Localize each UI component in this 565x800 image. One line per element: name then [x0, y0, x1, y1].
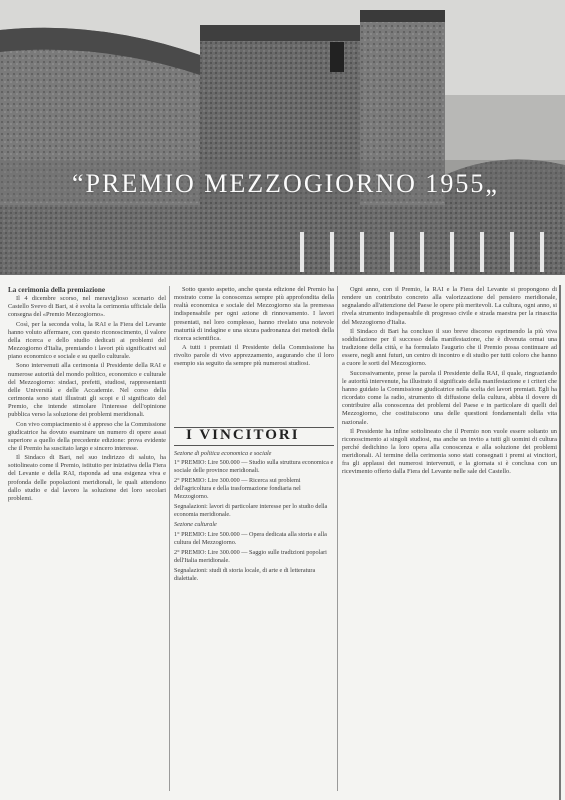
- page-edge: [559, 285, 561, 800]
- castle-photo: [0, 0, 565, 275]
- paragraph: Il Presidente ha infine sottolineato che il Premio non vuole essere soltanto un riconoscimento ai singoli studiosi, ma anche un invito a tutti gli uomini di cultura perché dedichino la loro opera alla conoscenza e alla soluzione dei problemi meridionali. Al termine della cerimonia sono stati consegnati i premi ai vincitori, fra gli applausi dei numerosi intervenuti, e la giornata si è conclusa con un ricevimento offerto dalla Fiera del Levante nelle sale del Castello.: [342, 427, 557, 476]
- winner-entry: 2° PREMIO: Lire 300.000 — Saggio sulle tradizioni popolari dell'Italia meridionale.: [174, 549, 327, 564]
- section-title: La cerimonia della premiazione: [8, 286, 106, 294]
- paragraph: Così, per la seconda volta, la RAI e la Fiera del Levante hanno voluto affermare, con questo riconoscimento, il valore della ricerca e dello studio dedicati ai problemi del Mezzogiorno d'Italia, premiando i lavori più significativi sul piano economico e sociale e su quello culturale.: [8, 320, 166, 361]
- column-divider: [169, 286, 170, 791]
- paragraph: Successivamente, prese la parola il Presidente della RAI, il quale, ringraziando le autorità intervenute, ha illustrato il significato della manifestazione e i criteri che hanno guidato la Commissione giudicatrice nella scelta dei lavori premiati. Egli ha ricordato come la radio, strumento di diffusione della cultura, abbia il dovere di contribuire alla conoscenza dei problemi del Paese e in particolare di quelli del Mezzogiorno, che costituiscono una delle questioni fondamentali della vita nazionale.: [342, 369, 557, 426]
- headline: “PREMIO MEZZOGIORNO 1955„: [72, 169, 499, 198]
- column-divider: [337, 286, 338, 791]
- winner-entry: 2° PREMIO: Lire 300.000 — Ricerca sui problemi dell'agricoltura e della trasformazione fondiaria nel Mezzogiorno.: [174, 477, 301, 500]
- winners-title: I VINCITORI: [186, 427, 300, 443]
- category-title: Sezione culturale: [174, 521, 217, 529]
- paragraph: Con vivo compiacimento si è appreso che la Commissione giudicatrice ha dovuto esaminare un numero di opere assai superiore a quello della precedente edizione: prova evidente che il Premio ha suscitato largo e sincero interesse.: [8, 420, 166, 452]
- paragraph: Ogni anno, con il Premio, la RAI e la Fiera del Levante si propongono di rendere un contributo concreto alla valorizzazione del pensiero meridionale, segnalando all'attenzione del Paese le opere più meritevoli. La cultura, ogni anno, si rivela strumento indispensabile di progresso civile e strada maestra per la rinascita del Mezzogiorno d'Italia.: [342, 286, 557, 326]
- paragraph: Il 4 dicembre scorso, nel meraviglioso scenario del Castello Svevo di Bari, si è svolta la cerimonia ufficiale della consegna del «Premio Mezzogiorno».: [8, 295, 166, 319]
- paragraph: Il Sindaco di Bari ha concluso il suo breve discorso esprimendo la più viva soddisfazione per il successo della manifestazione, che è divenuta ormai una tradizione della città, e ha formulato l'augurio che il Premio possa continuare ad essere, negli anni futuri, un centro di incontro e di studio per tutti coloro che hanno a cuore le sorti del Mezzogiorno.: [342, 327, 557, 368]
- paragraph: Sono intervenuti alla cerimonia il Presidente della RAI e numerose autorità del mondo politico, economico e culturale del Mezzogiorno: sindaci, prefetti, studiosi, rappresentanti delle Università e delle Accademie. Nel corso della cerimonia sono stati illustrati gli scopi e il significato del Premio, che intende stimolare l'interesse dell'opinione pubblica verso la soluzione dei problemi meridionali.: [8, 362, 166, 419]
- winners-box: [174, 427, 334, 586]
- paragraph: Il Sindaco di Bari, nel suo indirizzo di saluto, ha sottolineato come il Premio, istituito per iniziativa della Fiera del Levante e della RAI, risponda ad una esigenza viva e profonda delle popolazioni meridionali, le quali attendono dallo studio e dal lavoro la soluzione dei loro secolari problemi.: [8, 454, 166, 502]
- paragraph: Sotto questo aspetto, anche questa edizione del Premio ha mostrato come la conoscenza sempre più approfondita della realtà economica e sociale del Mezzogiorno sia la premessa indispensabile per ogni azione di rinnovamento. I lavori presentati, nel loro complesso, hanno rivelato una notevole maturità di indagine e una sicura padronanza dei metodi della ricerca scientifica.: [174, 286, 334, 342]
- winner-entry: Segnalazioni: studi di storia locale, di arte e di letteratura dialettale.: [174, 567, 316, 582]
- paragraph: A tutti i premiati il Presidente della Commissione ha rivolto parole di vivo apprezzamento, augurando che il loro esempio sia seguito da sempre più numerosi studiosi.: [174, 344, 334, 368]
- winner-entry: Segnalazioni: lavori di particolare interesse per lo studio della economia meridionale.: [174, 503, 328, 518]
- winner-entry: 1° PREMIO: Lire 500.000 — Opera dedicata alla storia e alla cultura del Mezzogiorno.: [174, 530, 327, 546]
- column-middle: [174, 286, 334, 370]
- winner-entry: 1° PREMIO: Lire 500.000 — Studio sulla struttura economica e sociale delle province meridionali.: [174, 459, 334, 474]
- winners-header: [174, 427, 334, 446]
- category-title: Sezione di politica economica e sociale: [174, 449, 272, 457]
- column-right: [342, 286, 557, 478]
- column-ceremony: [8, 286, 166, 504]
- castle-illustration: [0, 0, 565, 275]
